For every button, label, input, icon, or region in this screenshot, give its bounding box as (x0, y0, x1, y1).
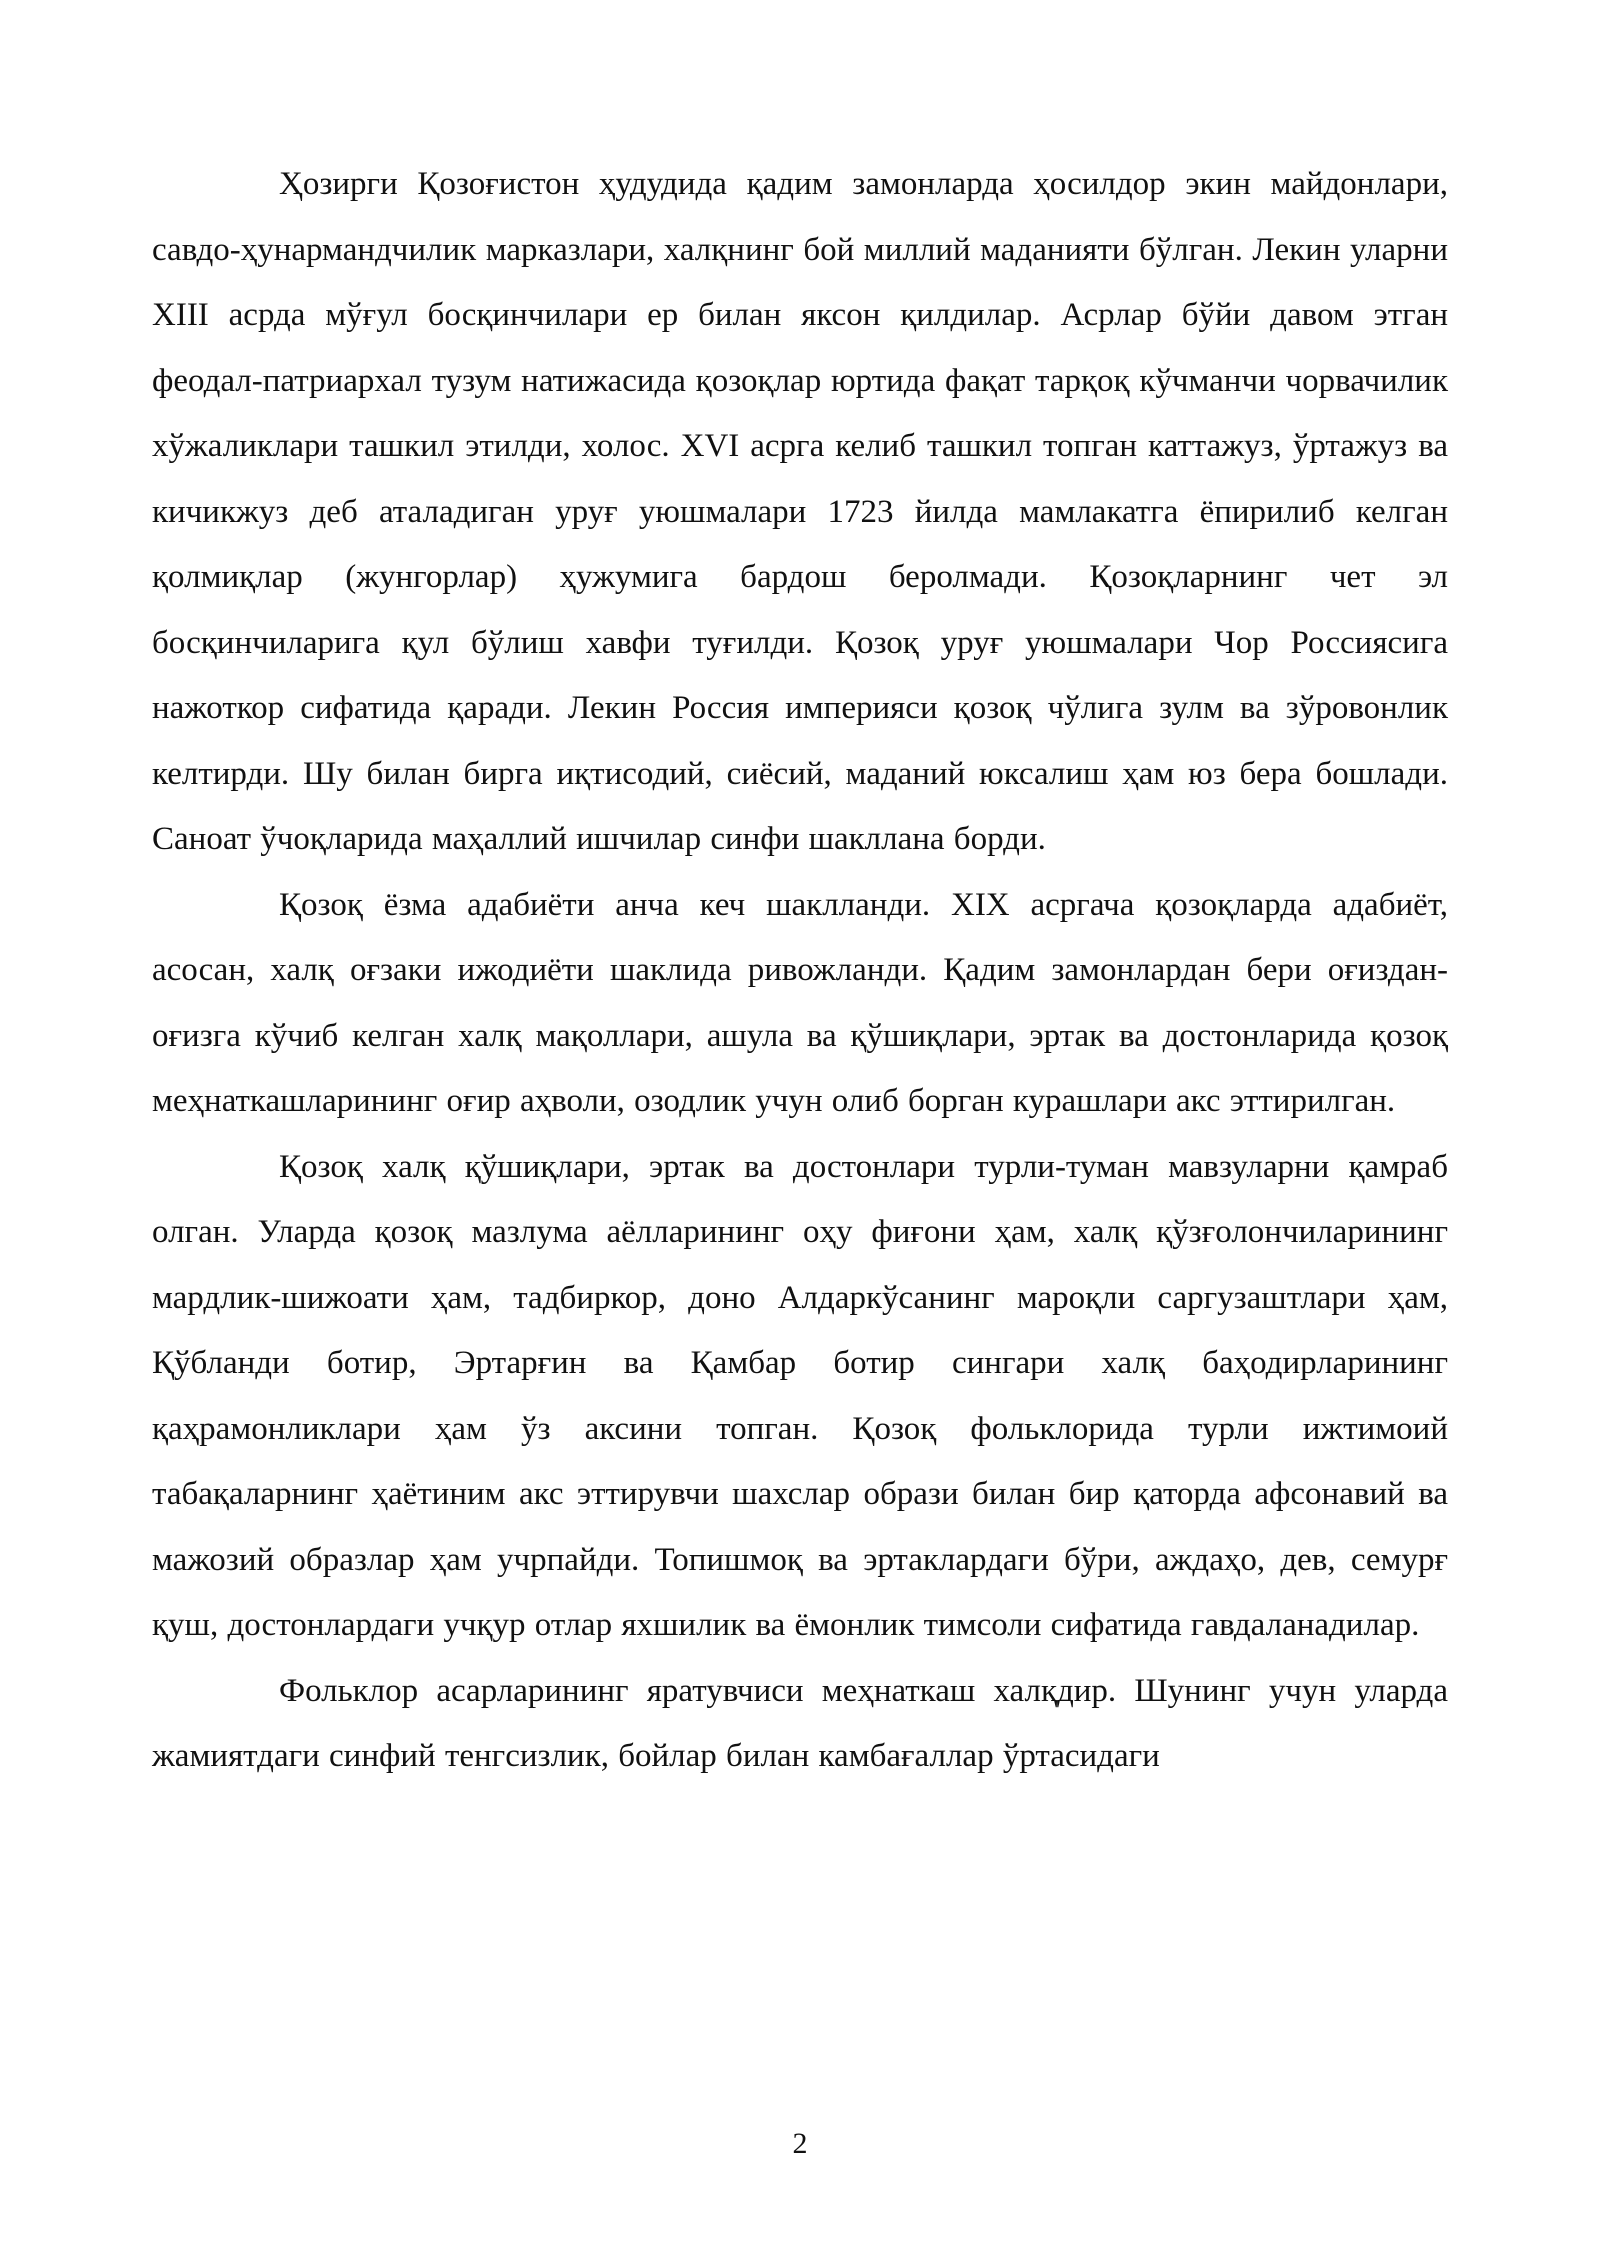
document-body (152, 152, 1448, 1790)
paragraph-1: Ҳозирги Қозоғистон ҳудудида қадим замонларда ҳосилдор экин майдонлари, савдо-ҳунармандчилик марказлари, халқнинг бой миллий маданияти бўлган. Лекин уларни XIII асрда мўғул босқинчилари ер билан яксон қилдилар. Асрлар бўйи давом этган феодал-патриархал тузум натижасида қозоқлар юртида фақат тарқоқ кўчманчи чорвачилик хўжаликлари ташкил этилди, холос. XVI асрга келиб ташкил топган каттажуз, ўртажуз ва кичикжуз деб аталадиган уруғ уюшмалари 1723 йилда мамлакатга ёпирилиб келган қолмиқлар (жунгорлар) ҳужумига бардош беролмади. Қозоқларнинг чет эл босқинчиларига қул бўлиш хавфи туғилди. Қозоқ уруғ уюшмалари Чор Россиясига нажоткор сифатида қаради. Лекин Россия империяси қозоқ чўлига зулм ва зўровонлик келтирди. Шу билан бирга иқтисодий, сиёсий, маданий юксалиш ҳам юз бера бошлади. Саноат ўчоқларида маҳаллий ишчилар синфи шакллана борди. (152, 166, 1448, 857)
paragraph-3: Қозоқ халқ қўшиқлари, эртак ва достонлари турли-туман мавзуларни қамраб олган. Уларда қозоқ мазлума аёлларининг оҳу фиғони ҳам, халқ қўзғолончиларининг мардлик-шижоати ҳам, тадбиркор, доно Алдаркўсанинг мароқли саргузаштлари ҳам, Қўбланди ботир, Эртарғин ва Қамбар ботир сингари халқ баҳодирларининг қаҳрамонликлари ҳам ўз аксини топган. Қозоқ фольклорида турли ижтимоий табақаларнинг ҳаётиним акс эттирувчи шахслар образи билан бир қаторда афсонавий ва мажозий образлар ҳам учрпайди. Топишмоқ ва эртаклардаги бўри, аждаҳо, дев, семурғ қуш, достонлардаги учқур отлар яхшилик ва ёмонлик тимсоли сифатида гавдаланадилар. (152, 1148, 1448, 1643)
page-number: 2 (792, 2127, 808, 2160)
paragraph-4: Фольклор асарларининг яратувчиси меҳнаткаш халқдир. Шунинг учун уларда жамиятдаги синфий тенгсизлик, бойлар билан камбағаллар ўртасидаги (152, 1672, 1448, 1774)
paragraph-2: Қозоқ ёзма адабиёти анча кеч шаклланди. XIX асргача қозоқларда адабиёт, асосан, халқ оғзаки ижодиёти шаклида ривожланди. Қадим замонлардан бери оғиздан-оғизга кўчиб келган халқ мақоллари, ашула ва қўшиқлари, эртак ва достонларида қозоқ меҳнаткашларининг оғир аҳволи, озодлик учун олиб борган курашлари акс эттирилган. (152, 886, 1448, 1119)
